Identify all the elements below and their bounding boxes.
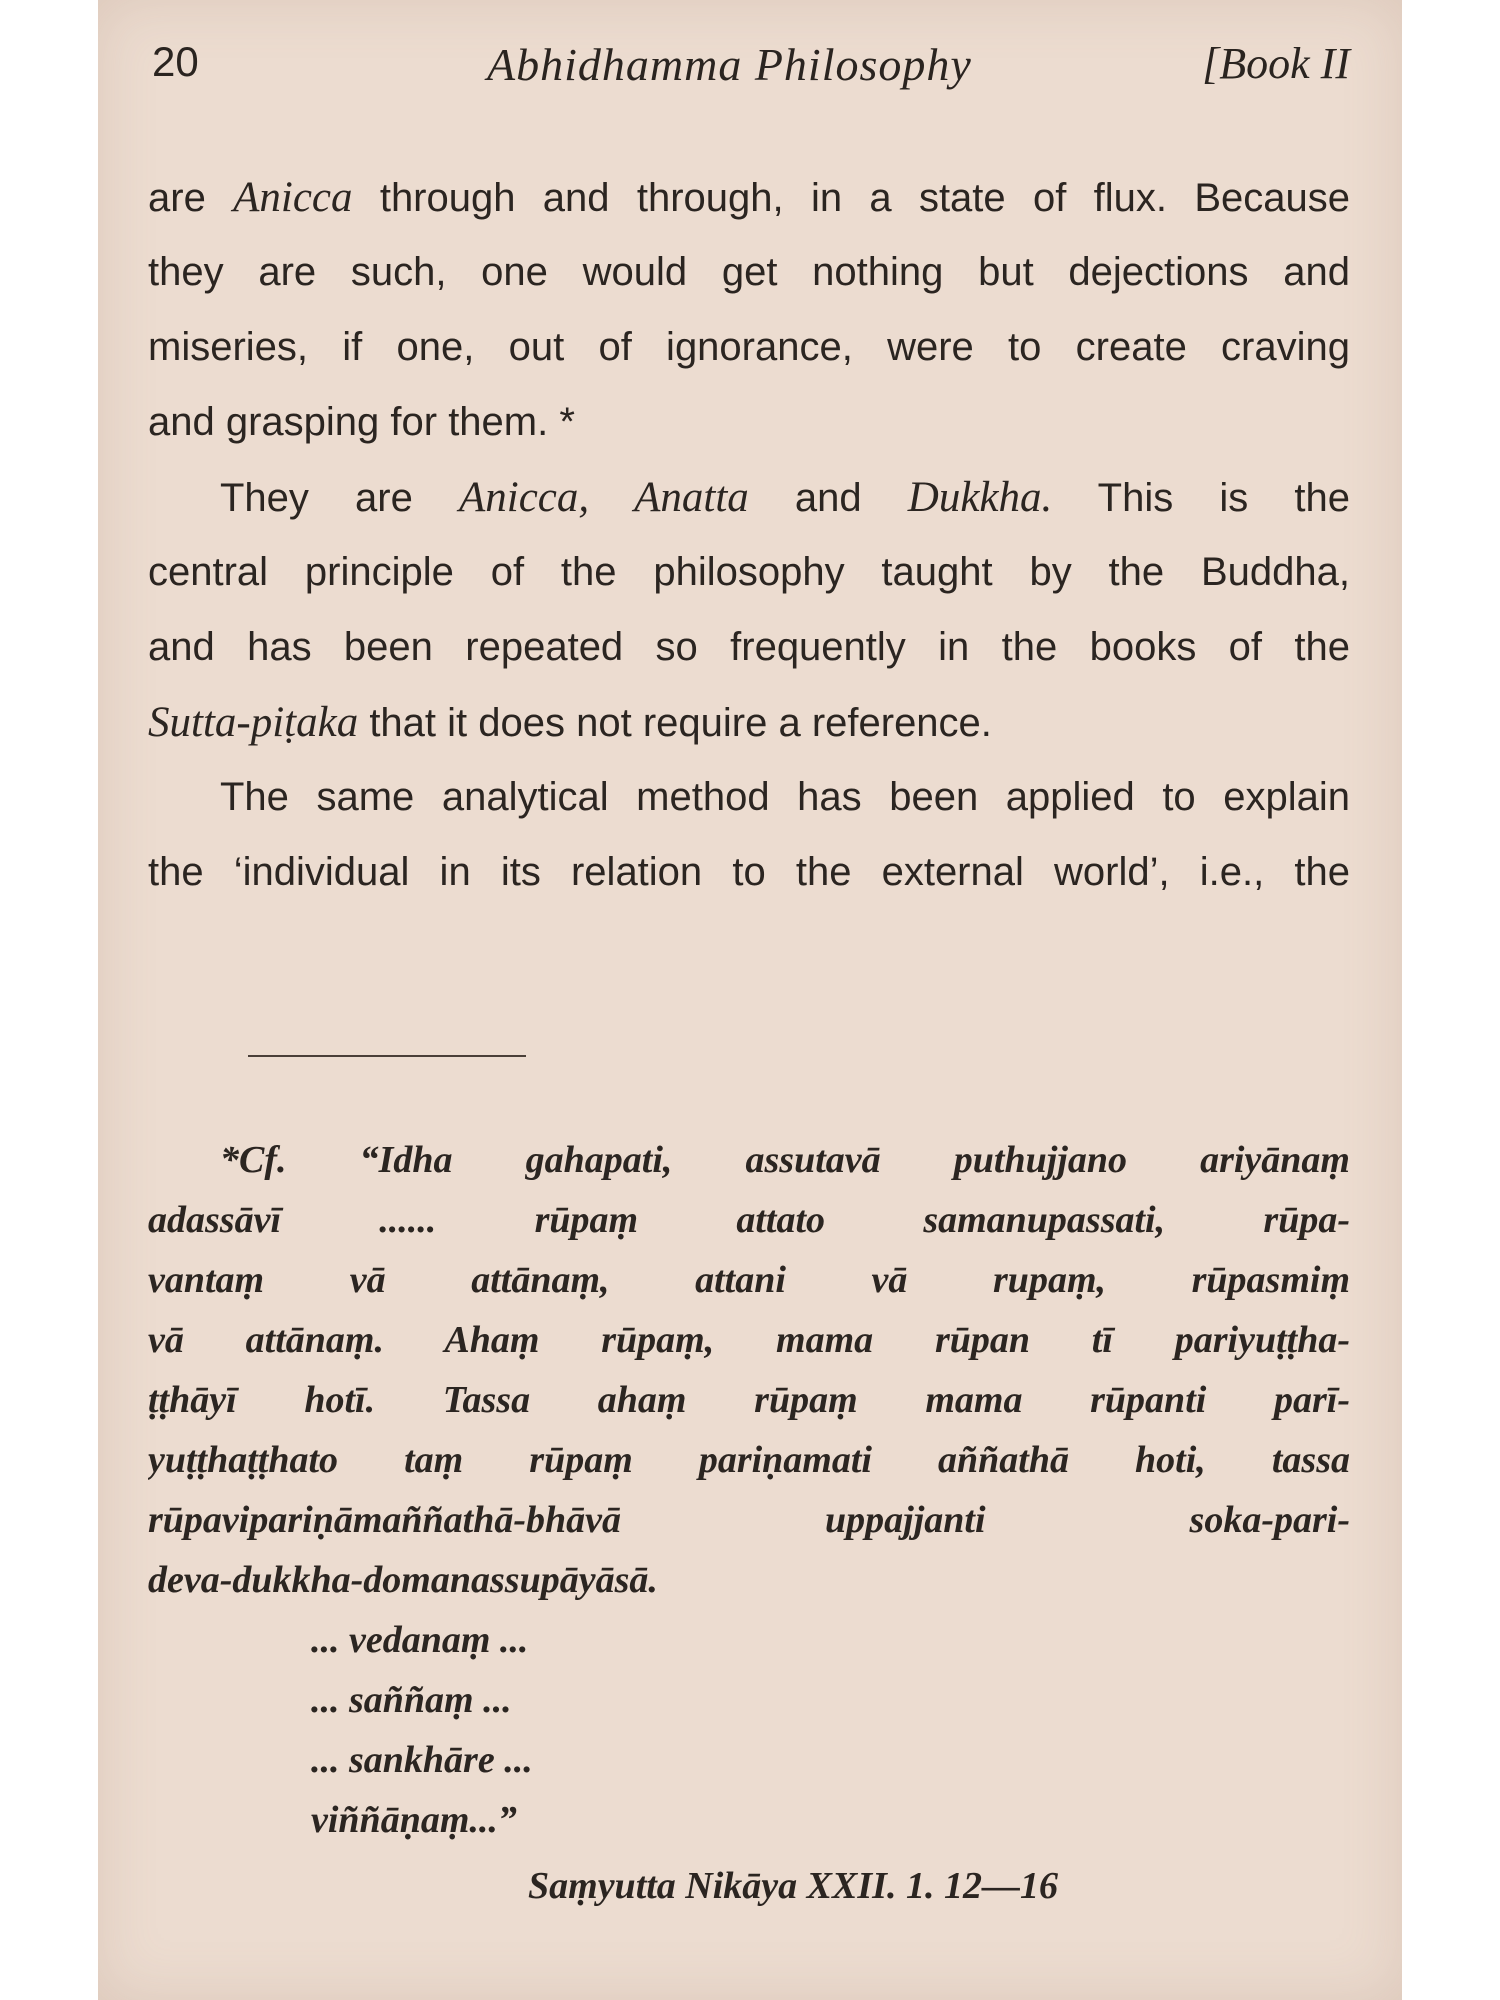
footnote-line: *Cf. “Idha gahapati, assutavā puthujjano ariyānaṃ	[220, 1139, 1350, 1181]
footnote-line: rūpavipariṇāmaññathā-bhāvā uppajjanti soka-pari-	[148, 1499, 1350, 1541]
text-line: and has been repeated so frequently in the books of the	[148, 625, 1350, 669]
footnote-line: ṭṭhāyī hotī. Tassa ahaṃ rūpaṃ mama rūpanti parī-	[148, 1379, 1350, 1421]
text-line: they are such, one would get nothing but dejections and	[148, 250, 1350, 294]
footnote-line: yuṭṭhaṭṭhato taṃ rūpaṃ pariṇamati aññathā hoti, tassa	[148, 1439, 1350, 1481]
page-header	[152, 38, 1350, 98]
text-line: miseries, if one, out of ignorance, were to create craving	[148, 325, 1350, 369]
footnote-rule	[248, 1055, 526, 1057]
text-line: Sutta-piṭaka that it does not require a reference.	[148, 699, 992, 746]
main-text	[148, 160, 1350, 910]
verse-line: ... saññaṃ ...	[311, 1679, 512, 1721]
text-line: central principle of the philosophy taught by the Buddha,	[148, 550, 1350, 594]
footnote-line: deva-dukkha-domanassupāyāsā.	[148, 1559, 658, 1601]
footnote-line: vantaṃ vā attānaṃ, attani vā rupaṃ, rūpasmiṃ	[148, 1259, 1350, 1301]
text-line: and grasping for them. *	[148, 400, 575, 444]
citation: Saṃyutta Nikāya XXII. 1. 12—16	[528, 1865, 1058, 1907]
page-number: 20	[152, 38, 199, 85]
verse-line: viññāṇaṃ...”	[311, 1799, 517, 1841]
text-line: are Anicca through and through, in a state of flux. Because	[148, 174, 1350, 221]
book-reference: [Book II	[1202, 39, 1350, 88]
text-line: the ‘individual in its relation to the external world’, i.e., the	[148, 850, 1350, 894]
footnote-line: vā attānaṃ. Ahaṃ rūpaṃ, mama rūpan tī pariyuṭṭha-	[148, 1319, 1350, 1361]
verse-line: ... sankhāre ...	[311, 1739, 533, 1781]
text-line: They are Anicca, Anatta and Dukkha. This is the	[220, 474, 1350, 521]
running-title: Abhidhamma Philosophy	[487, 39, 972, 90]
footnote-line: adassāvī ...... rūpaṃ attato samanupassati, rūpa-	[148, 1199, 1350, 1241]
text-line: The same analytical method has been applied to explain	[220, 775, 1350, 819]
verse-line: ... vedanaṃ ...	[311, 1619, 529, 1661]
footnote	[148, 1130, 1350, 1916]
